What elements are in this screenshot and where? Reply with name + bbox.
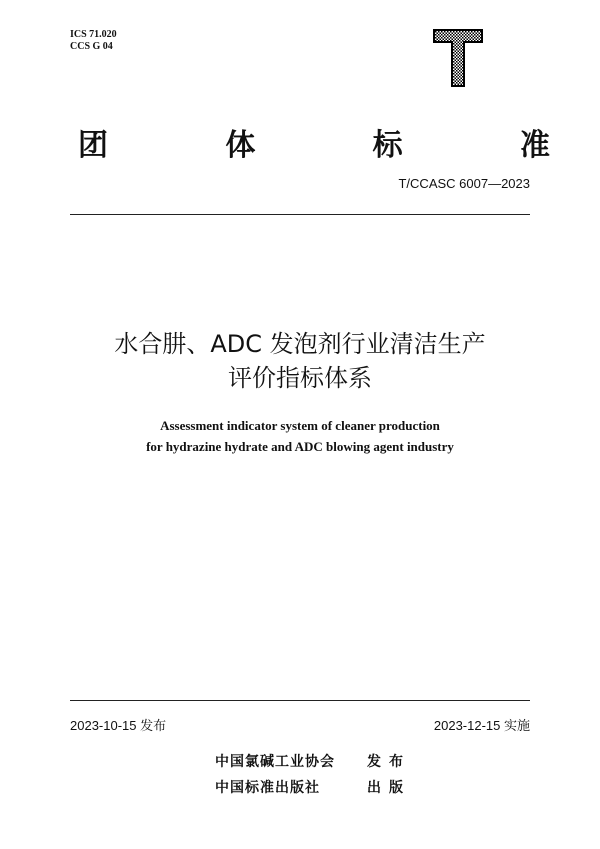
bottom-divider bbox=[70, 700, 530, 701]
chinese-title-line-1: 水合肼、ADC 发泡剂行业清洁生产 bbox=[114, 330, 486, 358]
top-divider bbox=[70, 214, 530, 215]
english-title-line-1: Assessment indicator system of cleaner production bbox=[160, 418, 440, 433]
issuer-role: 发布 bbox=[367, 754, 411, 770]
standard-number: T/CCASC 6007—2023 bbox=[398, 176, 530, 191]
standard-logo-t bbox=[432, 28, 484, 88]
chinese-title-line-2: 评价指标体系 bbox=[228, 364, 372, 392]
standard-type-title bbox=[78, 120, 550, 164]
ccs-code: CCS G 04 bbox=[70, 41, 113, 52]
publisher-organization: 中国标准出版社 bbox=[215, 780, 320, 796]
english-title-line-2: for hydrazine hydrate and ADC blowing agent industry bbox=[146, 439, 454, 454]
standard-type-char-3: 标 bbox=[372, 128, 403, 163]
ics-code: ICS 71.020 bbox=[70, 29, 117, 40]
issuer-row bbox=[215, 751, 415, 771]
publish-date: 2023-10-15 发布 bbox=[70, 718, 167, 733]
standard-type-char-1: 团 bbox=[78, 128, 108, 163]
standard-type-char-4: 准 bbox=[519, 128, 550, 163]
publisher-role: 出版 bbox=[367, 780, 411, 796]
classification-codes bbox=[70, 29, 117, 53]
publisher-row bbox=[215, 777, 415, 797]
implementation-date: 2023-12-15 实施 bbox=[433, 718, 530, 733]
issuer-organization: 中国氯碱工业协会 bbox=[215, 754, 335, 770]
standard-type-char-2: 体 bbox=[225, 128, 256, 163]
